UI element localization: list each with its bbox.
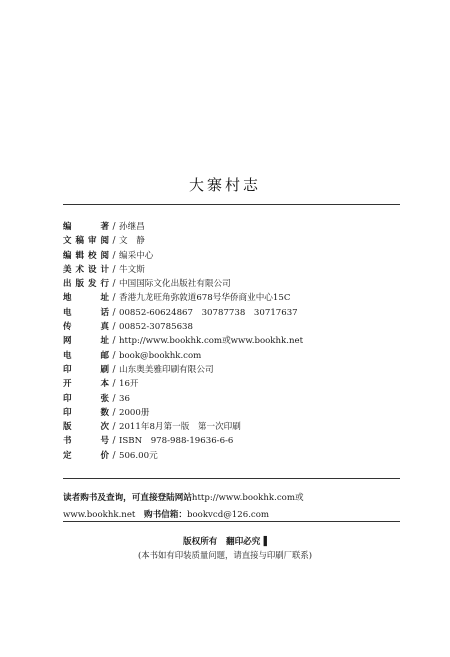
separator: /: [112, 407, 116, 418]
separator: /: [112, 322, 116, 333]
detail-label: 文稿审阅: [63, 236, 109, 247]
detail-label: 传 真: [63, 322, 109, 333]
detail-row-price: [63, 449, 403, 463]
mailbox-email[interactable]: bookvcd@126.com: [186, 510, 270, 520]
detail-row-format: [63, 377, 403, 391]
separator: /: [112, 293, 116, 304]
detail-label: 编 著: [63, 222, 109, 232]
detail-value: http://www.bookhk.com或www.bookhk.net: [119, 336, 304, 347]
detail-label: 编辑校阅: [63, 250, 109, 261]
detail-row-designer: [63, 263, 403, 277]
website-link[interactable]: http://www.bookhk.com或: [191, 493, 304, 503]
detail-value: 36: [119, 393, 130, 404]
detail-label: 书 号: [63, 436, 109, 447]
detail-value: 香港九龙旺角弥敦道678号华侨商业中心15C: [119, 293, 291, 304]
detail-value: 孙继昌: [119, 222, 145, 232]
detail-row-sheets: [63, 392, 403, 406]
detail-row-publisher: [63, 277, 403, 291]
detail-value: 山东奥美雅印刷有限公司: [119, 364, 214, 375]
separator: /: [112, 279, 116, 290]
detail-row-print-run: [63, 406, 403, 420]
detail-label: 印 刷: [63, 364, 109, 375]
separator: /: [112, 222, 116, 232]
detail-label: 美术设计: [63, 264, 109, 275]
detail-label: 地 址: [63, 293, 109, 304]
purchase-line-1: [63, 490, 403, 507]
detail-row-phone: [63, 306, 403, 320]
detail-value: 文 静: [119, 236, 145, 247]
rights-notice: 版权所有 翻印必究▐: [183, 537, 267, 547]
detail-value: ISBN 978-988-19636-6-6: [119, 436, 234, 447]
detail-value: book@bookhk.com: [119, 350, 202, 361]
detail-label: 出版发行: [63, 279, 109, 290]
detail-label: 印 数: [63, 407, 109, 418]
detail-label: 电 话: [63, 307, 109, 318]
detail-value: 编采中心: [119, 250, 154, 261]
separator: /: [112, 450, 116, 461]
detail-row-printer: [63, 363, 403, 377]
top-divider: [63, 204, 400, 205]
separator: /: [112, 393, 116, 404]
detail-row-website: [63, 334, 403, 348]
detail-row-proofreader: [63, 249, 403, 263]
detail-value: 牛文斯: [119, 264, 145, 275]
detail-value: 506.00元: [119, 450, 158, 461]
separator: /: [112, 350, 116, 361]
purchase-info: [63, 490, 403, 524]
bottom-divider: [63, 521, 400, 522]
detail-value: 2011年8月第一版 第一次印刷: [119, 422, 241, 433]
detail-row-isbn: [63, 434, 403, 448]
detail-value: 00852-30785638: [119, 322, 193, 333]
separator: /: [112, 264, 116, 275]
quality-notice: (本书如有印装质量问题，请直接与印刷厂联系): [137, 550, 313, 560]
detail-row-edition: [63, 420, 403, 434]
separator: /: [112, 236, 116, 247]
separator: /: [112, 436, 116, 447]
website-link-alt[interactable]: www.bookhk.net: [63, 510, 144, 520]
copyright-details: [63, 220, 403, 463]
detail-row-author: [63, 220, 403, 234]
detail-value: 2000册: [119, 407, 150, 418]
detail-label: 开 本: [63, 379, 109, 390]
separator: /: [112, 250, 116, 261]
detail-row-email: [63, 349, 403, 363]
separator: /: [112, 422, 116, 433]
middle-divider: [63, 478, 400, 479]
separator: /: [112, 379, 116, 390]
separator: /: [112, 336, 116, 347]
detail-label: 定 价: [63, 450, 109, 461]
detail-value: 16开: [119, 379, 139, 390]
book-title: 大寨村志: [188, 176, 261, 194]
separator: /: [112, 307, 116, 318]
detail-value: 中国国际文化出版社有限公司: [119, 279, 231, 290]
detail-row-reviewer: [63, 234, 403, 248]
mailbox-label: 购书信箱：: [143, 510, 187, 520]
detail-row-address: [63, 291, 403, 305]
detail-label: 电 邮: [63, 350, 109, 361]
separator: /: [112, 364, 116, 375]
detail-label: 版 次: [63, 422, 109, 433]
purchase-intro: 读者购书及查询，可直接登陆网站: [63, 493, 192, 503]
detail-label: 网 址: [63, 336, 109, 347]
detail-value: 00852-60624867 30787738 30717637: [119, 307, 298, 318]
detail-row-fax: [63, 320, 403, 334]
detail-label: 印 张: [63, 393, 109, 404]
